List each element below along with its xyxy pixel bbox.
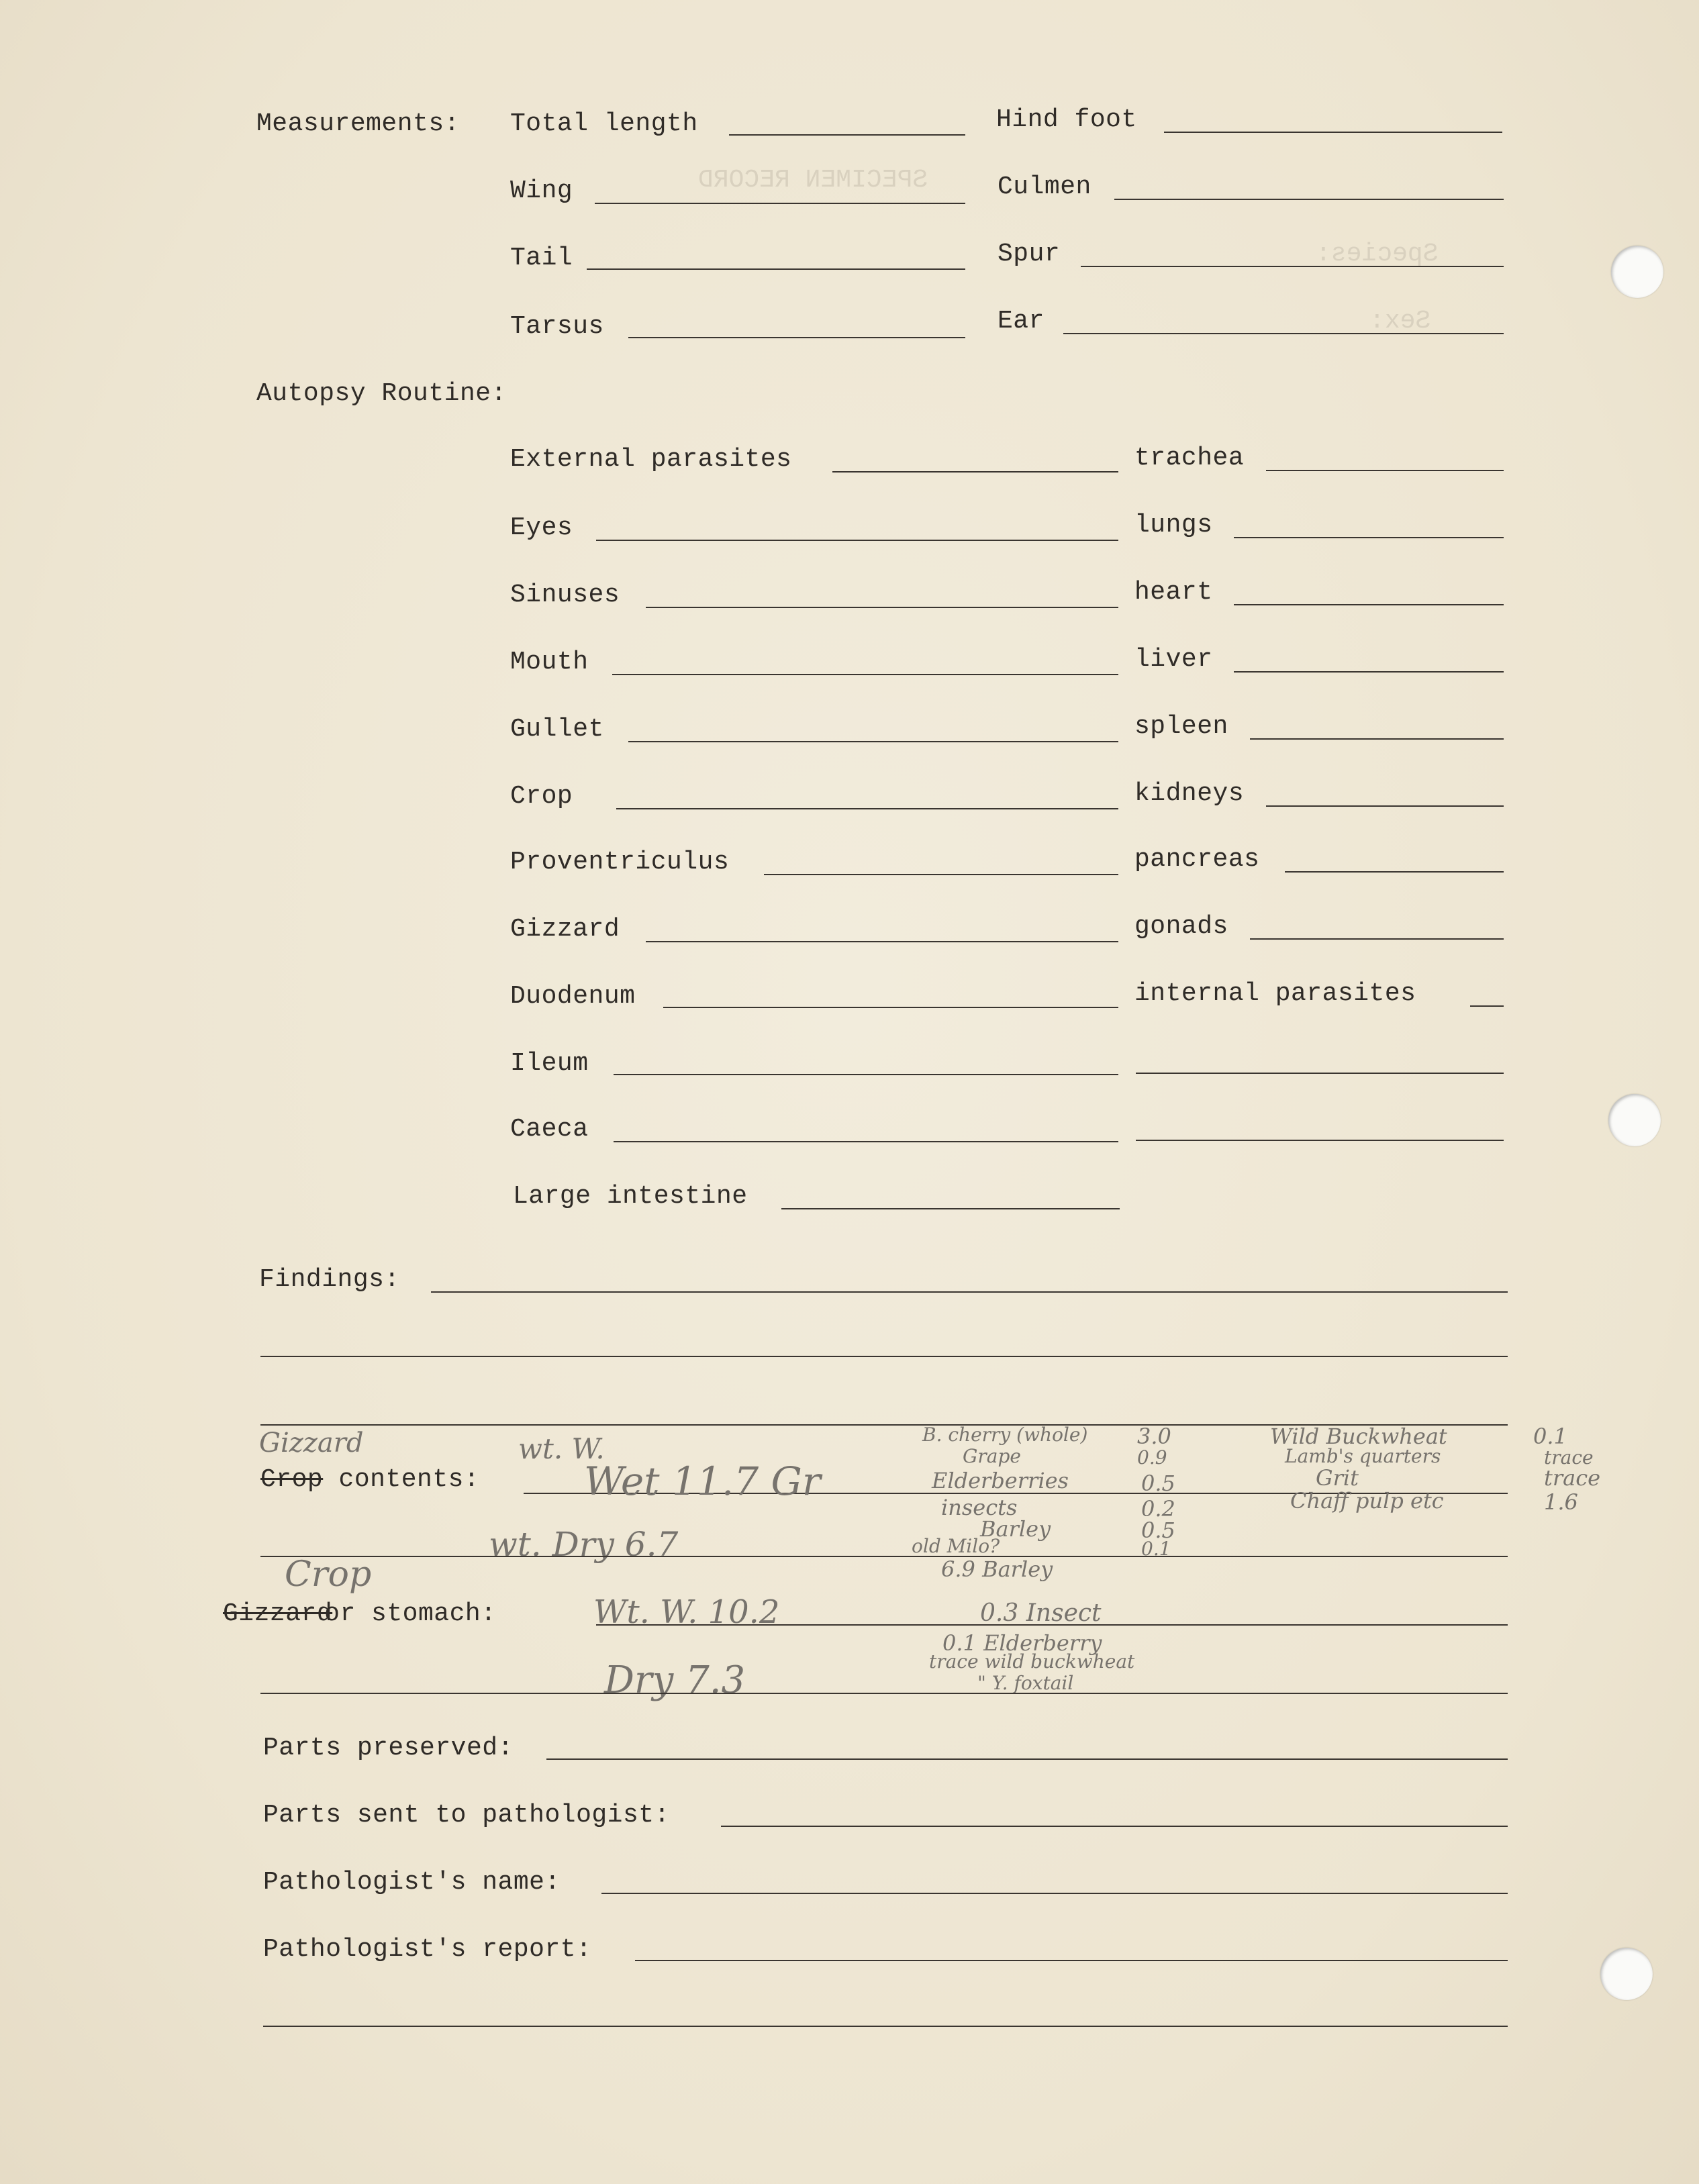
crop-contents-field-2[interactable] bbox=[260, 1556, 1508, 1557]
pathologist-report-field-2[interactable] bbox=[263, 2026, 1508, 2027]
crop-content-item: 0.1 Elderberry bbox=[942, 1630, 1102, 1656]
gullet-label: Gullet bbox=[510, 715, 604, 744]
spur-field[interactable] bbox=[1081, 266, 1504, 267]
ear-field[interactable] bbox=[1063, 333, 1504, 334]
tarsus-label: Tarsus bbox=[510, 312, 604, 341]
liver-label: liver bbox=[1134, 645, 1213, 674]
right-blank-line-1[interactable] bbox=[1136, 1073, 1504, 1074]
crop-struck-word: Crop bbox=[260, 1465, 324, 1494]
crop-item-weight: 0.2 bbox=[1141, 1496, 1175, 1522]
handwritten-wet-prefix: wt. W. bbox=[518, 1432, 605, 1465]
pancreas-label: pancreas bbox=[1134, 845, 1260, 874]
pathologist-report-field[interactable] bbox=[635, 1960, 1508, 1961]
sinuses-label: Sinuses bbox=[510, 581, 620, 609]
mouth-label: Mouth bbox=[510, 648, 589, 677]
crop-content-item: 6.9 Barley bbox=[941, 1556, 1053, 1582]
tail-field[interactable] bbox=[587, 268, 965, 270]
total-length-label: Total length bbox=[510, 109, 698, 138]
pathologist-name-field[interactable] bbox=[601, 1893, 1508, 1894]
handwritten-crop-correction: Crop bbox=[285, 1554, 372, 1595]
spleen-field[interactable] bbox=[1250, 738, 1504, 740]
spleen-label: spleen bbox=[1134, 712, 1228, 741]
crop-field[interactable] bbox=[616, 808, 1118, 809]
external-parasites-field[interactable] bbox=[832, 471, 1118, 473]
gizzard-stomach-label bbox=[223, 1601, 496, 1627]
parts-preserved-label: Parts preserved: bbox=[263, 1734, 514, 1763]
punch-hole-middle bbox=[1608, 1094, 1661, 1146]
tail-label: Tail bbox=[510, 244, 573, 272]
parts-preserved-field[interactable] bbox=[546, 1758, 1508, 1760]
culmen-label: Culmen bbox=[998, 172, 1091, 201]
ear-label: Ear bbox=[998, 307, 1045, 336]
gullet-field[interactable] bbox=[628, 741, 1118, 742]
handwritten-crop-dry-weight: Dry 7.3 bbox=[604, 1658, 746, 1702]
findings-label: Findings: bbox=[259, 1265, 400, 1294]
kidneys-field[interactable] bbox=[1266, 805, 1504, 807]
total-length-field[interactable] bbox=[729, 134, 965, 136]
ileum-label: Ileum bbox=[510, 1049, 589, 1078]
crop-item-name: Elderberries bbox=[932, 1468, 1069, 1493]
trachea-field[interactable] bbox=[1266, 470, 1504, 471]
crop-item-name: Barley bbox=[980, 1516, 1051, 1542]
eyes-field[interactable] bbox=[596, 540, 1118, 541]
crop-item-name: Wild Buckwheat bbox=[1270, 1424, 1447, 1449]
crop-item-name: Chaff pulp etc bbox=[1290, 1488, 1444, 1513]
pancreas-field[interactable] bbox=[1285, 871, 1504, 873]
caeca-field[interactable] bbox=[614, 1141, 1118, 1142]
crop-item-name: insects bbox=[941, 1495, 1018, 1520]
crop-item-name: Lamb's quarters bbox=[1285, 1445, 1441, 1467]
gizzard-stomach-field-2[interactable] bbox=[260, 1693, 1508, 1694]
gizzard-stomach-label-rest: or stomach: bbox=[324, 1599, 497, 1628]
bleed-through-text: Species: bbox=[1316, 240, 1439, 268]
culmen-field[interactable] bbox=[1114, 199, 1504, 200]
punch-hole-top bbox=[1611, 246, 1663, 298]
handwritten-wet-weight: Wet 11.7 Gr bbox=[584, 1458, 821, 1504]
gizzard-label: Gizzard bbox=[510, 915, 620, 944]
punch-hole-bottom bbox=[1600, 1948, 1653, 2000]
ileum-field[interactable] bbox=[614, 1074, 1118, 1075]
trachea-label: trachea bbox=[1134, 444, 1245, 473]
gonads-field[interactable] bbox=[1250, 938, 1504, 940]
findings-field-2[interactable] bbox=[260, 1356, 1508, 1357]
eyes-label: Eyes bbox=[510, 513, 573, 542]
large-intestine-field[interactable] bbox=[781, 1208, 1120, 1209]
spur-label: Spur bbox=[998, 240, 1061, 268]
pathologist-name-label: Pathologist's name: bbox=[263, 1868, 561, 1897]
crop-item-name: Grape bbox=[963, 1445, 1021, 1467]
mouth-field[interactable] bbox=[612, 674, 1118, 675]
handwritten-dry-weight: wt. Dry 6.7 bbox=[489, 1525, 679, 1564]
right-blank-line-2[interactable] bbox=[1136, 1140, 1504, 1141]
handwritten-crop-wet-weight: Wt. W. 10.2 bbox=[593, 1593, 780, 1631]
crop-item-weight: 3.0 bbox=[1137, 1424, 1171, 1449]
crop-item-weight: 0.5 bbox=[1141, 1471, 1175, 1496]
large-intestine-label: Large intestine bbox=[513, 1182, 748, 1211]
gonads-label: gonads bbox=[1134, 912, 1228, 941]
bleed-through-text: SPECIMEN RECORD bbox=[698, 166, 928, 195]
duodenum-field[interactable] bbox=[663, 1007, 1118, 1008]
crop-item-name: B. cherry (whole) bbox=[922, 1424, 1088, 1446]
internal-parasites-field[interactable] bbox=[1470, 1005, 1504, 1007]
crop-item-weight: trace bbox=[1544, 1446, 1594, 1469]
hind-foot-field[interactable] bbox=[1164, 132, 1502, 133]
heart-label: heart bbox=[1134, 578, 1213, 607]
duodenum-label: Duodenum bbox=[510, 982, 636, 1011]
caeca-label: Caeca bbox=[510, 1115, 589, 1144]
pathologist-report-label: Pathologist's report: bbox=[263, 1935, 592, 1964]
crop-item-weight: 1.6 bbox=[1544, 1489, 1578, 1515]
internal-parasites-label: internal parasites bbox=[1134, 979, 1416, 1008]
crop-item-weight: 0.1 bbox=[1141, 1538, 1171, 1560]
crop-item-weight: 0.9 bbox=[1137, 1446, 1167, 1469]
sinuses-field[interactable] bbox=[646, 607, 1118, 608]
liver-field[interactable] bbox=[1234, 671, 1504, 673]
lungs-label: lungs bbox=[1134, 511, 1213, 540]
parts-sent-field[interactable] bbox=[721, 1826, 1508, 1827]
wing-field[interactable] bbox=[595, 203, 965, 204]
kidneys-label: kidneys bbox=[1134, 779, 1245, 808]
crop-item-name: old Milo? bbox=[912, 1535, 1000, 1557]
crop-content-item: 0.3 Insect bbox=[980, 1599, 1102, 1627]
crop-content-item: " Y. foxtail bbox=[977, 1672, 1074, 1694]
hind-foot-label: Hind foot bbox=[996, 105, 1137, 134]
parts-sent-label: Parts sent to pathologist: bbox=[263, 1801, 670, 1830]
crop-label: Crop bbox=[510, 782, 573, 811]
lungs-field[interactable] bbox=[1234, 537, 1504, 538]
bleed-through-text: Sex: bbox=[1369, 307, 1431, 336]
wing-label: Wing bbox=[510, 177, 573, 205]
external-parasites-label: External parasites bbox=[510, 445, 792, 474]
crop-contents-label-rest: contents: bbox=[338, 1465, 480, 1494]
tarsus-field[interactable] bbox=[628, 337, 965, 338]
crop-item-name: Grit bbox=[1316, 1465, 1359, 1491]
proventriculus-label: Proventriculus bbox=[510, 848, 730, 877]
proventriculus-field[interactable] bbox=[764, 874, 1118, 875]
findings-field-1[interactable] bbox=[431, 1291, 1508, 1293]
crop-item-weight: trace bbox=[1544, 1465, 1601, 1491]
measurements-heading: Measurements: bbox=[256, 109, 460, 138]
crop-content-item: trace wild buckwheat bbox=[929, 1650, 1135, 1673]
handwritten-gizzard-correction: Gizzard bbox=[259, 1428, 364, 1458]
crop-item-weight: 0.1 bbox=[1533, 1424, 1567, 1449]
autopsy-heading: Autopsy Routine: bbox=[256, 379, 507, 408]
crop-contents-label-struck bbox=[260, 1467, 479, 1493]
gizzard-field[interactable] bbox=[646, 941, 1118, 942]
crop-item-weight: 0.5 bbox=[1141, 1518, 1175, 1543]
heart-field[interactable] bbox=[1234, 604, 1504, 605]
gizzard-struck-word: Gizzard bbox=[223, 1599, 333, 1628]
